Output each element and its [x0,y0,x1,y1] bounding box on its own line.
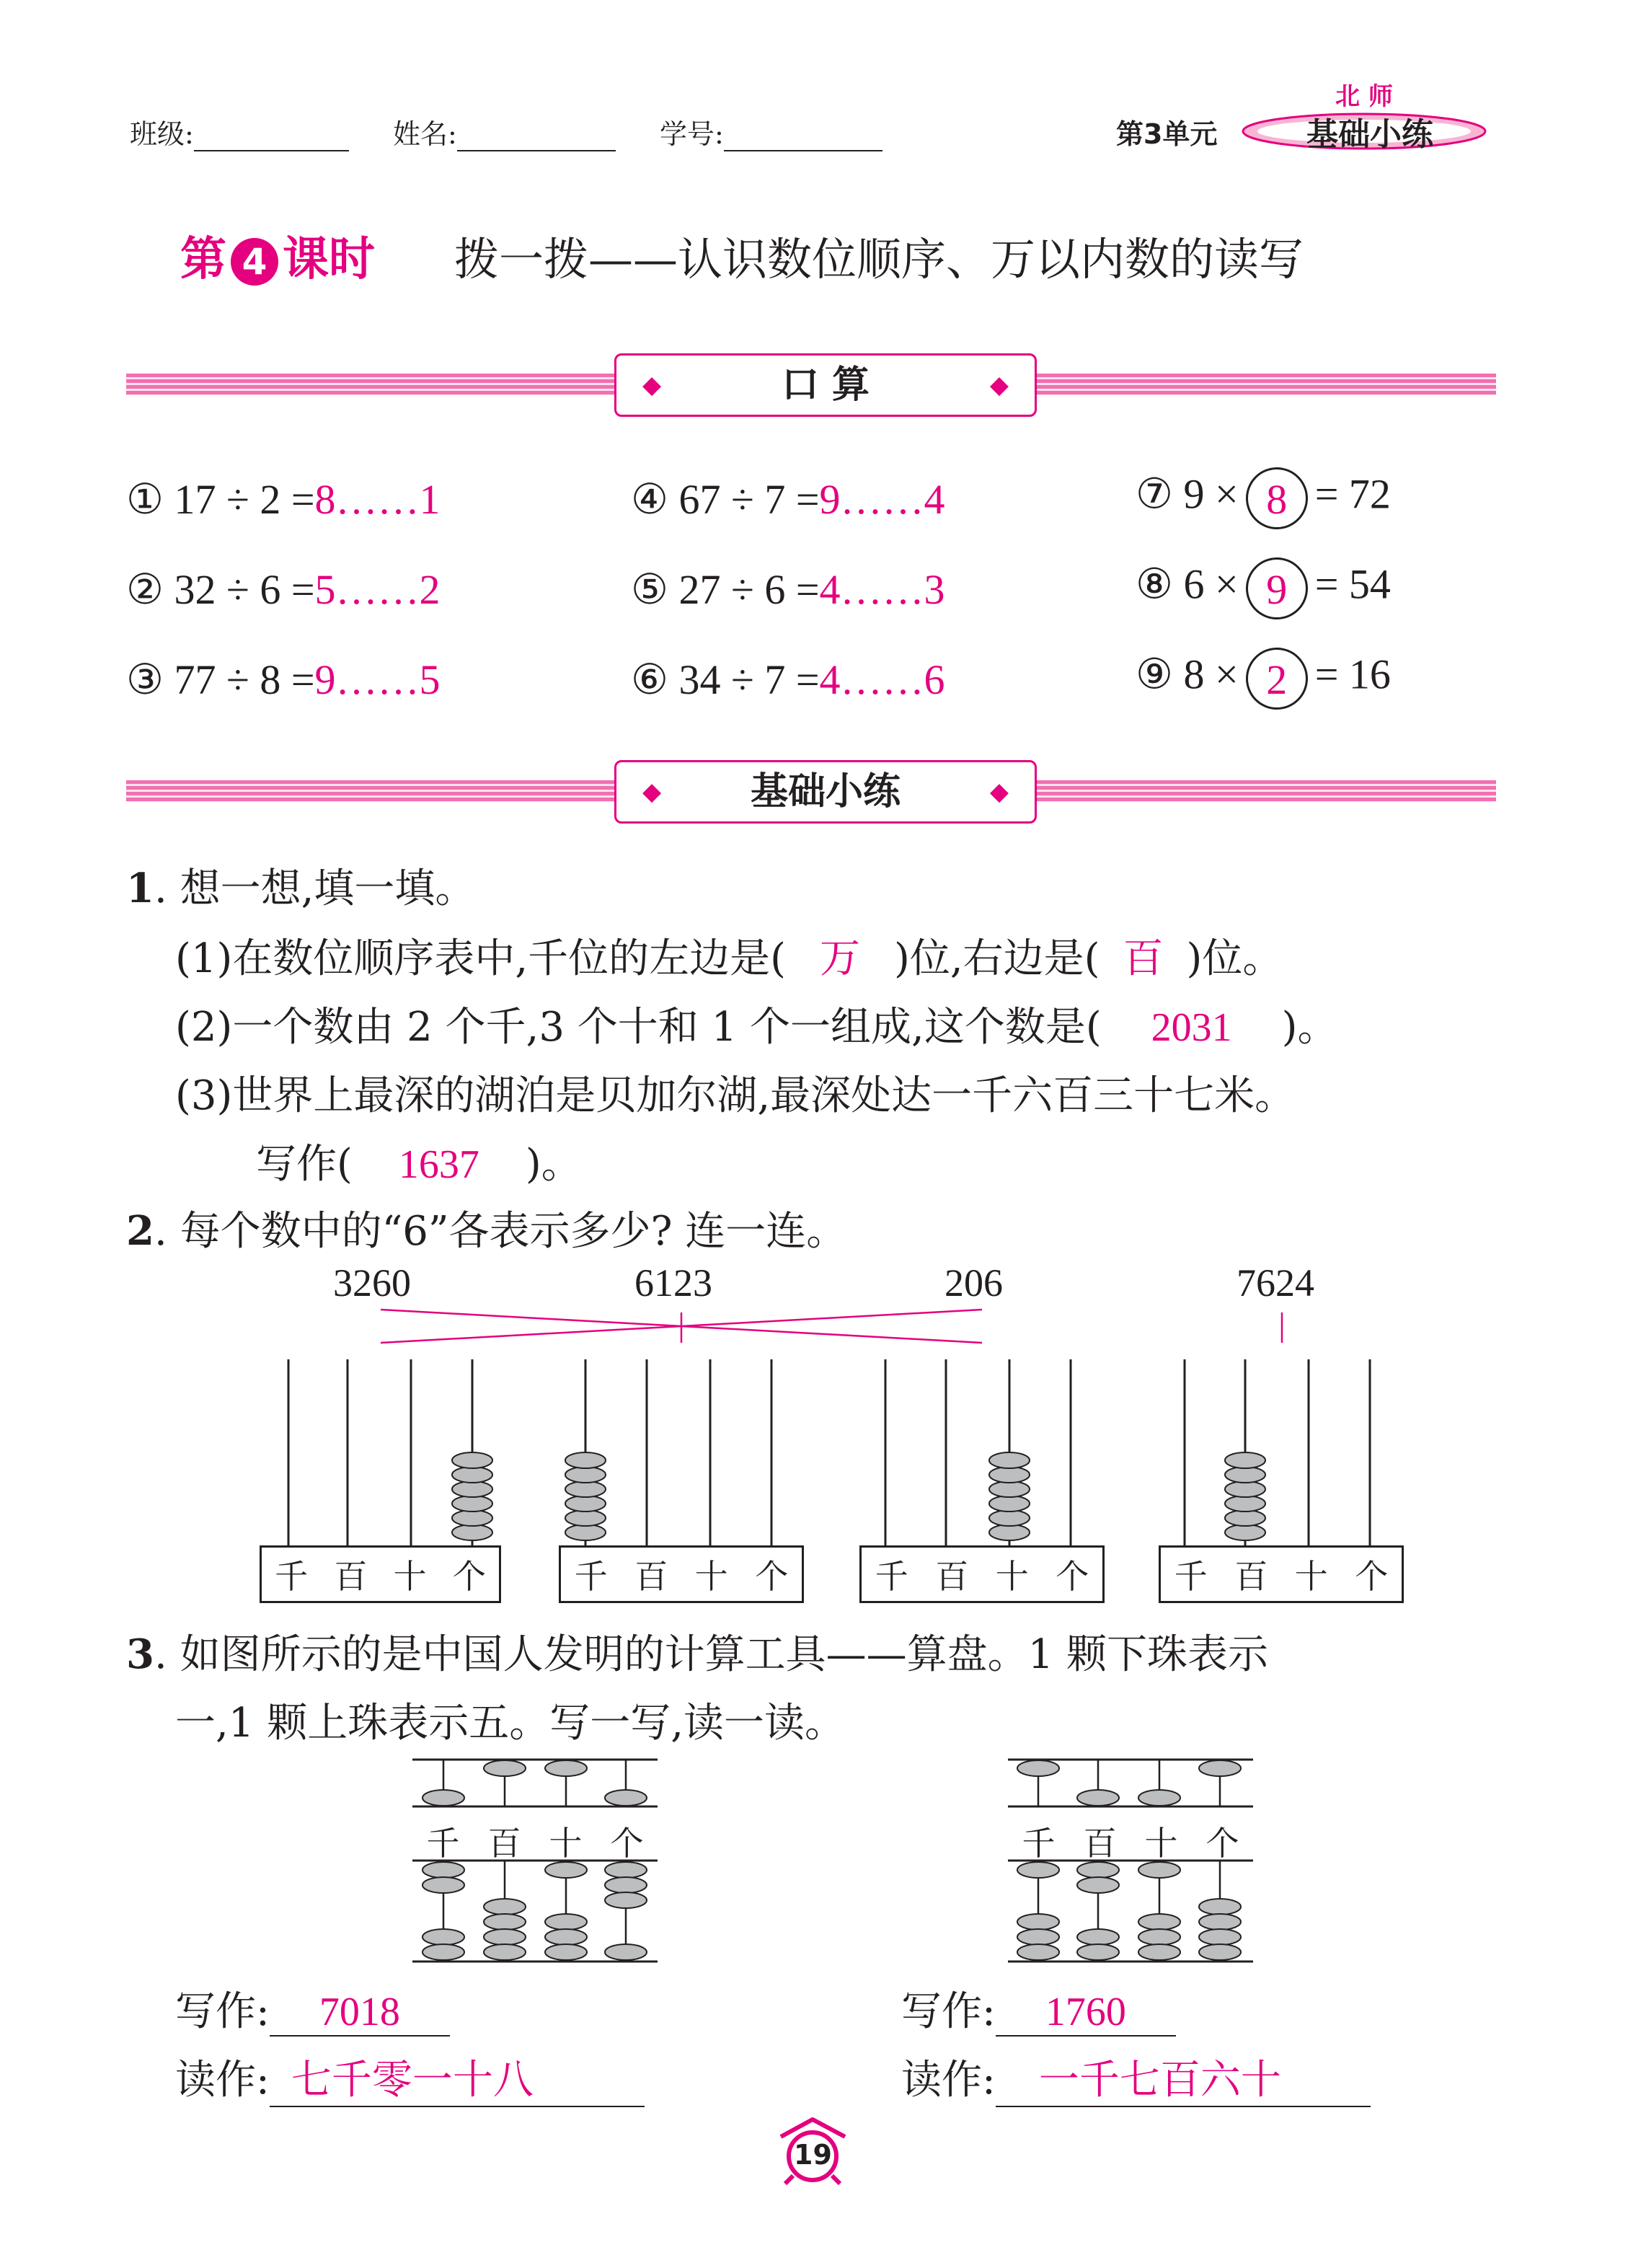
q2-number-2: 6123 [634,1261,712,1305]
place-label: 十 [393,1557,427,1596]
place-label: 千 [574,1557,608,1596]
q3-right-write: 写作: 1760 [901,1980,1176,2037]
abacus-lower-bead [605,1892,647,1908]
q3-line1: 3. 如图所示的是中国人发明的计算工具——算盘。1 颗下珠表示 [126,1631,1268,1678]
lesson-prefix: 第 [180,233,226,286]
q3-right-read-answer: 一千七百六十 [996,2048,1371,2107]
q3-left-read-answer: 七千零一十八 [270,2048,645,2107]
oral-answer: 9……4 [819,476,945,523]
abacus-lower-bead [423,1944,464,1960]
oral-item: ⑧ 6 × 9 = 54 [1136,557,1391,619]
oral-answer-circle: 9 [1246,557,1308,619]
oral-answer: 5……2 [314,566,441,613]
abacus-lower-bead [605,1877,647,1893]
abacus-lower-bead [484,1944,526,1960]
abacus-lower-bead [1199,1914,1241,1930]
oral-answer-circle: 8 [1246,467,1308,529]
abacus-upper-bead [423,1790,464,1806]
unit-label: 第3单元 [1116,118,1218,150]
q3-left-write-answer: 7018 [270,1989,450,2037]
diamond-icon: ◆ [642,777,662,806]
q1-answer-1b: 百 [1123,935,1164,982]
abacus-upper-bead [1017,1760,1059,1776]
abacus-upper-bead [545,1760,587,1776]
abacus-lower-bead [545,1944,587,1960]
q1-answer-2: 2031 [1151,1005,1232,1050]
abacus-lower-bead [484,1929,526,1945]
place-label: 十 [1144,1824,1178,1863]
abacus-upper-bead [1138,1790,1180,1806]
lesson-number: 4 [231,238,278,286]
place-label: 个 [610,1824,644,1863]
abacus-lower-bead [545,1929,587,1945]
lesson-suffix: 课时 [283,233,375,286]
oral-answer-circle: 2 [1246,648,1308,710]
place-label: 千 [1022,1824,1056,1863]
q1-part2: (2)一个数由 2 个千,3 个十和 1 个一组成,这个数是( 2031 )。 [175,1004,1338,1051]
abacus-lower-bead [423,1929,464,1945]
place-label: 千 [426,1824,460,1863]
q3-left-places [412,1817,658,1865]
page-number: 19 [794,2139,832,2171]
lesson-title: 拨一拨——认识数位顺序、万以内数的读写 [454,233,1304,286]
q1-part3-write: 写作( 1637 )。 [256,1141,582,1188]
abacus-lower-bead [1138,1929,1180,1945]
id-label: 学号: [660,118,724,150]
place-label: 千 [1174,1557,1208,1596]
place-label: 个 [1056,1557,1089,1596]
section-oral-title: 口 算 [781,363,870,407]
q1-title: 1. 想一想,填一填。 [126,865,476,912]
q3-right-places [1008,1817,1253,1865]
abacus-lower-bead [1017,1929,1059,1945]
abacus-lower-bead [1077,1929,1119,1945]
abacus-lower-bead [423,1877,464,1893]
oral-item: ⑤ 27 ÷ 6 =4……3 [631,566,945,613]
abacus-lower-bead [1199,1899,1241,1915]
place-label: 个 [1355,1557,1389,1596]
abacus-lower-bead [545,1914,587,1930]
q1-answer-3: 1637 [398,1142,479,1187]
class-label: 班级: [130,118,194,150]
q1-answer-1a: 万 [819,935,860,982]
place-label: 百 [334,1557,368,1596]
q1-part1: (1)在数位顺序表中,千位的左边是( 万 )位,右边是( 百 )位。 [175,927,1283,984]
place-label: 十 [549,1824,583,1863]
place-label: 个 [452,1557,486,1596]
diamond-icon: ◆ [642,371,662,400]
place-label: 十 [995,1557,1029,1596]
q3-left-read: 读作: 七千零一十八 [175,2048,645,2107]
abacus-lower-bead [1138,1944,1180,1960]
place-label: 个 [1205,1824,1239,1863]
abacus-lower-bead [1199,1944,1241,1960]
section-basic-title: 基础小练 [750,770,901,813]
abacus-lower-bead [1077,1877,1119,1893]
abacus-lower-bead [605,1944,647,1960]
q3-right-read: 读作: 一千七百六十 [901,2048,1371,2107]
q2-number-3: 206 [944,1261,1003,1305]
diamond-icon: ◆ [989,777,1009,806]
place-label: 百 [634,1557,668,1596]
brand-top: 北 师 [1335,82,1393,111]
abacus-upper-bead [1077,1790,1119,1806]
place-label: 千 [275,1557,309,1596]
abacus-lower-bead [484,1899,526,1915]
diamond-icon: ◆ [989,371,1009,400]
abacus-lower-bead [1017,1944,1059,1960]
place-label: 十 [1294,1557,1328,1596]
q2-title: 2. 每个数中的“6”各表示多少? 连一连。 [126,1207,847,1255]
place-label: 千 [875,1557,908,1596]
q3-line2: 一,1 颗上珠表示五。写一写,读一读。 [175,1700,846,1747]
q3-left-write: 写作: 7018 [175,1980,450,2037]
abacus-lower-bead [1017,1914,1059,1930]
oral-answer: 4……3 [819,566,945,613]
place-label: 百 [1083,1824,1117,1863]
abacus-upper-bead [1199,1760,1241,1776]
oral-item: ⑦ 9 × 8 = 72 [1136,467,1391,529]
place-label: 十 [694,1557,728,1596]
place-label: 百 [487,1824,521,1863]
place-label: 个 [755,1557,789,1596]
brand-name: 基础小练 [1306,116,1433,153]
abacus-upper-bead [605,1790,647,1806]
oral-item: ① 17 ÷ 2 =8……1 [126,476,441,523]
abacus-lower-bead [1138,1914,1180,1930]
abacus-upper-bead [484,1760,526,1776]
oral-item: ⑨ 8 × 2 = 16 [1136,648,1391,710]
abacus-lower-bead [1199,1929,1241,1945]
q2-number-1: 3260 [333,1261,411,1305]
abacus-lower-bead [1077,1944,1119,1960]
oral-item: ⑥ 34 ÷ 7 =4……6 [631,656,945,703]
q3-right-write-answer: 1760 [996,1989,1176,2037]
oral-answer: 8……1 [314,476,441,523]
oral-answer: 4……6 [819,656,945,703]
q2-number-4: 7624 [1237,1261,1314,1305]
oral-item: ④ 67 ÷ 7 =9……4 [631,476,945,523]
oral-answer: 9……5 [314,656,441,703]
name-label: 姓名: [393,118,457,150]
abacus-lower-bead [484,1914,526,1930]
place-label: 百 [1234,1557,1268,1596]
place-label: 百 [935,1557,969,1596]
oral-item: ② 32 ÷ 6 =5……2 [126,566,441,613]
oral-item: ③ 77 ÷ 8 =9……5 [126,656,441,703]
q1-part3: (3)世界上最深的湖泊是贝加尔湖,最深处达一千六百三十七米。 [175,1072,1296,1119]
